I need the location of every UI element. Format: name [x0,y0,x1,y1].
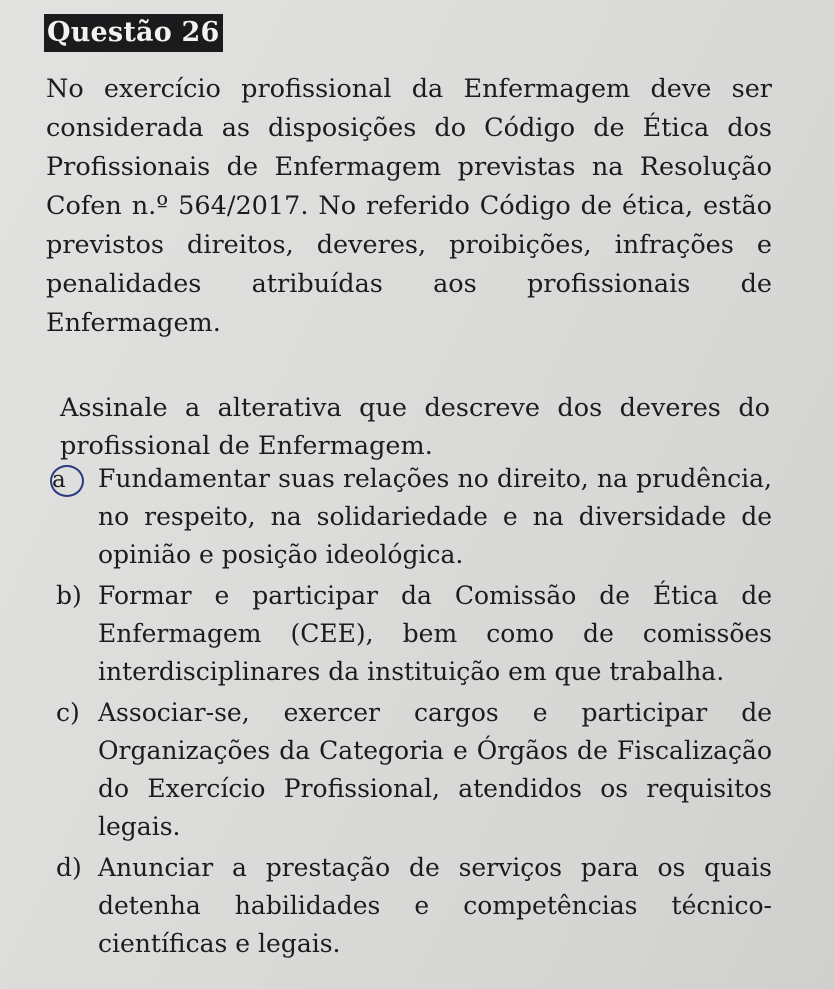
option-d[interactable] [56,849,772,963]
option-b-text: Formar e participar da Comissão de Ética de Enfermagem (CEE), bem como de comissões interdisciplinares da instituição em que trabalha. [98,581,772,686]
option-b[interactable] [56,577,772,691]
option-c-text: Associar-se, exercer cargos e participar de Organizações da Categoria e Órgãos de Fiscalização do Exercício Profissional, atendidos os requisitos legais. [98,698,772,841]
question-prompt: Assinale a alterativa que descreve dos deveres do profissional de Enfermagem. [60,393,770,461]
answer-options [52,460,772,966]
option-b-letter: b) [56,581,82,610]
question-title: Questão 26 [44,14,223,52]
option-d-letter: d) [56,853,82,882]
option-a-text: Fundamentar suas relações no direito, na prudência, no respeito, na solidariedade e na diversidade de opinião e posição ideológica. [98,464,772,569]
option-a-letter-circled: a [50,465,84,497]
option-a[interactable] [52,460,772,574]
question-stem: No exercício profissional da Enfermagem deve ser considerada as disposições do Código de Ética dos Profissionais de Enfermagem previstas na Resolução Cofen n.º 564/2017. No referido Código de ética, estão previstos direitos, deveres, proibições, infrações e penalidades atribuídas aos profissionais de Enfermagem. [46,74,772,338]
option-d-text: Anunciar a prestação de serviços para os quais detenha habilidades e competências técnico-científicas e legais. [98,853,772,958]
option-c-letter: c) [56,698,80,727]
option-c[interactable] [56,694,772,846]
